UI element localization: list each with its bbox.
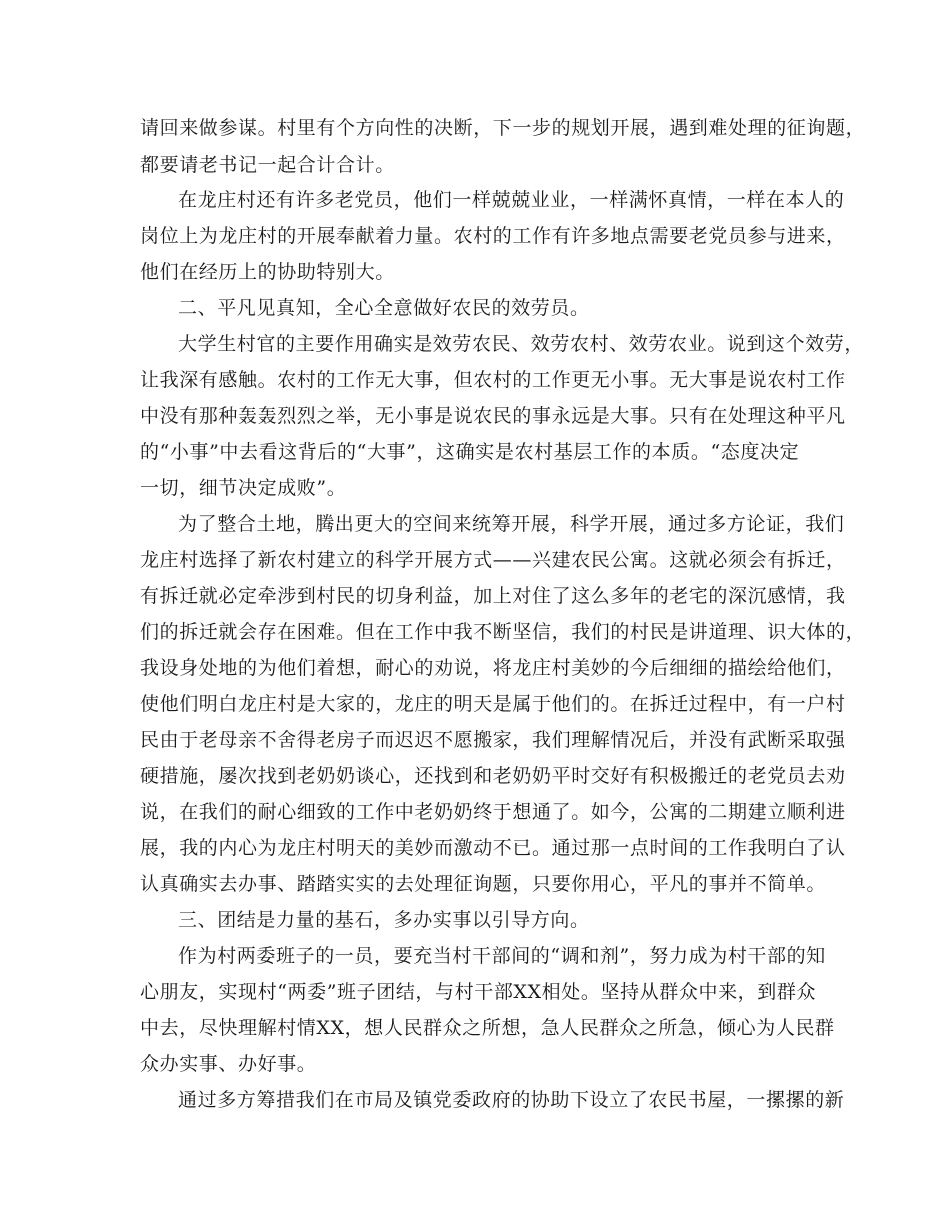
text-line: 请回来做参谋。村里有个方向性的决断，下一步的规划开展，遇到难处理的征询题， — [140, 117, 866, 139]
text-line: 我设身处地的为他们着想，耐心的劝说，将龙庄村美妙的今后细细的描绘给他们， — [140, 657, 846, 679]
section-heading-3: 三、团结是力量的基石，多办实事以引导方向。 — [178, 909, 590, 931]
text-line: 民由于老母亲不舍得老房子而迟迟不愿搬家，我们理解情况后，并没有武断采取强 — [140, 729, 846, 751]
text-line: 中去，尽快理解村情XX，想人民群众之所想，急人民群众之所急，倾心为人民群 — [140, 1017, 835, 1039]
text-line: 龙庄村选择了新农村建立的科学开展方式——兴建农民公寓。这就必须会有拆迁， — [140, 549, 846, 571]
text-line: 硬措施，屡次找到老奶奶谈心，还找到和老奶奶平时交好有积极搬迁的老党员去劝 — [140, 765, 846, 787]
text-line: 让我深有感触。农村的工作无大事，但农村的工作更无小事。无大事是说农村工作 — [140, 369, 846, 391]
text-line: 使他们明白龙庄村是大家的，龙庄的明天是属于他们的。在拆迁过程中，有一户村 — [140, 693, 846, 715]
text-line: 一切，细节决定成败”。 — [140, 477, 347, 499]
text-line: 认真确实去办事、踏踏实实的去处理征询题，只要你用心，平凡的事并不简单。 — [140, 873, 827, 895]
text-line: 岗位上为龙庄村的开展奉献着力量。农村的工作有许多地点需要老党员参与进来， — [140, 225, 846, 247]
text-line: 心朋友，实现村“两委”班子团结，与村干部XX相处。坚持从群众中来，到群众 — [140, 981, 817, 1003]
section-heading-2: 二、平凡见真知，全心全意做好农民的效劳员。 — [178, 297, 590, 319]
paragraph-start-line: 在龙庄村还有许多老党员，他们一样兢兢业业，一样满怀真情，一样在本人的 — [178, 189, 845, 211]
text-line: 他们在经历上的协助特别大。 — [140, 261, 395, 283]
text-line: 们的拆迁就会存在困难。但在工作中我不断坚信，我们的村民是讲道理、识大体的， — [140, 621, 866, 643]
text-line: 中没有那种轰轰烈烈之举，无小事是说农民的事永远是大事。只有在处理这种平凡 — [140, 405, 846, 427]
text-line: 有拆迁就必定牵涉到村民的切身利益，加上对住了这么多年的老宅的深沉感情，我 — [140, 585, 846, 607]
text-line: 说，在我们的耐心细致的工作中老奶奶终于想通了。如今，公寓的二期建立顺利进 — [140, 801, 846, 823]
paragraph-start-line: 大学生村官的主要作用确实是效劳农民、效劳农村、效劳农业。说到这个效劳， — [178, 333, 865, 355]
paragraph-start-line: 为了整合土地，腾出更大的空间来统筹开展，科学开展，通过多方论证，我们 — [178, 513, 845, 535]
paragraph-start-line: 通过多方筹措我们在市局及镇党委政府的协助下设立了农民书屋，一摞摞的新 — [178, 1089, 845, 1111]
text-line: 都要请老书记一起合计合计。 — [140, 154, 395, 176]
text-line: 展，我的内心为龙庄村明天的美妙而激动不已。通过那一点时间的工作我明白了认 — [140, 837, 846, 859]
text-line: 众办实事、办好事。 — [140, 1053, 317, 1075]
paragraph-start-line: 作为村两委班子的一员，要充当村干部间的“调和剂”，努力成为村干部的知 — [178, 945, 826, 967]
text-line: 的“小事”中去看这背后的“大事”，这确实是农村基层工作的本质。“态度决定 — [140, 441, 800, 463]
